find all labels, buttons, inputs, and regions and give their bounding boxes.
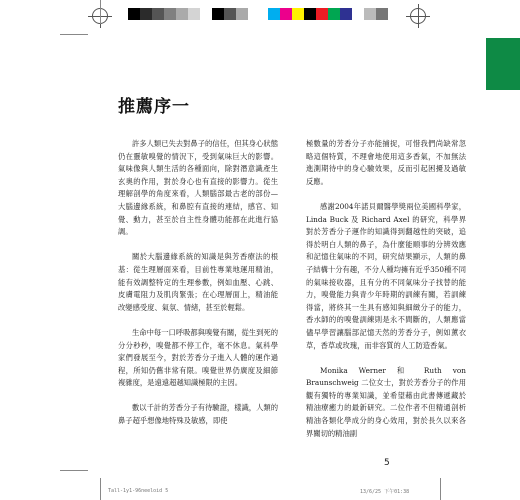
trim-mark <box>60 470 88 471</box>
page-number: 5 <box>384 458 390 468</box>
paragraph: 關於大腦邊緣系統的知識是與芳香療法的根基：從生理層面來看，目前性專業地運用精油，能有效調整特定的生理參數，例如血壓、心跳、皮膚電阻力及肌肉緊張；在心理層面上，精油能改變感受度、氣氛、情緒，甚至於輕鬆。 <box>118 252 278 312</box>
left-column <box>118 138 278 440</box>
trim-mark <box>100 478 101 500</box>
print-slug-right: 13/6/25 下午01:38 <box>360 489 410 495</box>
section-tab <box>486 38 520 90</box>
trim-mark <box>100 0 101 24</box>
paragraph: 生命中每一口呼吸都與嗅覺有關，從生到死的分分秒秒，嗅覺都不停工作，毫不休息。氣科學家們發展至今，對於芳香分子進入人體的運作過程，所知仍舊非常有限。嗅覺世界仍廣度及細節複雜度，是遠遠超越知識極限的主因。 <box>118 327 278 388</box>
page-title: 推薦序一 <box>118 97 190 117</box>
registration-mark-top-right <box>410 8 426 24</box>
paragraph: 極數量的芳香分子亦能捕捉，可惜我們尚缺常忽略這個特質，不理會地使用這多香氣，不加無法進測期待中的身心驗效果，反而引起困擾及過敏反應。 <box>306 139 466 186</box>
print-slug-left: Tall-1y1-96neeloid 5 <box>108 488 169 494</box>
right-column <box>306 138 466 453</box>
trim-mark <box>440 478 441 500</box>
paragraph: 感謝2004年諾貝爾醫學獎兩位美國科學家，Linda Buck 及 Richard Axel 的研究，科學界對於芳香分子運作的知識得到翻越性的突破，追得於明白人類的鼻子，為什麼能順事的分辨效應和記憶住氣味的不同，研究結果顯示，人類的鼻子結構十分有趣，不分人種均擁有近乎350種不同的氣味接收器，且有分的不同氣味分子找替的能力，嗅覺能力與青少年時期的訓練有關，若訓練得當，將終其一生具有感知與細緻分子的能力，香水師的的嗅覺訓練則是永不間斷的，人類應當儘早學習讓腦部記憶天然的芳香分子，例如薰衣草，香草或玫瑰，而非容質的人工防造香氣。 <box>306 201 466 350</box>
color-bar-right <box>268 8 388 20</box>
color-bar-left <box>128 8 248 20</box>
paragraph: Monika Werner 和 Ruth von Braunschweig 二位女士，對於芳香分子的作用觀有獨特的專業知識，並希望藉由此書傳遞藏於精油療癒力的最新研究。二位作者不但精通剖析精油各類化學成分的身心效用，對於長久以來各界關切的精油副 <box>306 365 466 438</box>
trim-mark <box>60 34 88 35</box>
paragraph: 許多人類已失去對鼻子的信任，但其身心狀態仍在靈敏嗅覺的情況下，受到氣味巨大的影響。氣味像與人類生活的各種面向，除對潛意識產生玄奧的作用，對於身心也有直接的影響力。從生理解剖學的角度來看，人類腦部最古老的部份—大腦邊緣系統，和鼻腔有直接的連結，感官、知覺、動力，甚至於自主性身體功能都在此進行協調。 <box>118 139 278 237</box>
paragraph: 數以千計的芳香分子有待驗證，樣識，人類的鼻子超乎想像地特殊及敏感，即使 <box>118 403 278 426</box>
